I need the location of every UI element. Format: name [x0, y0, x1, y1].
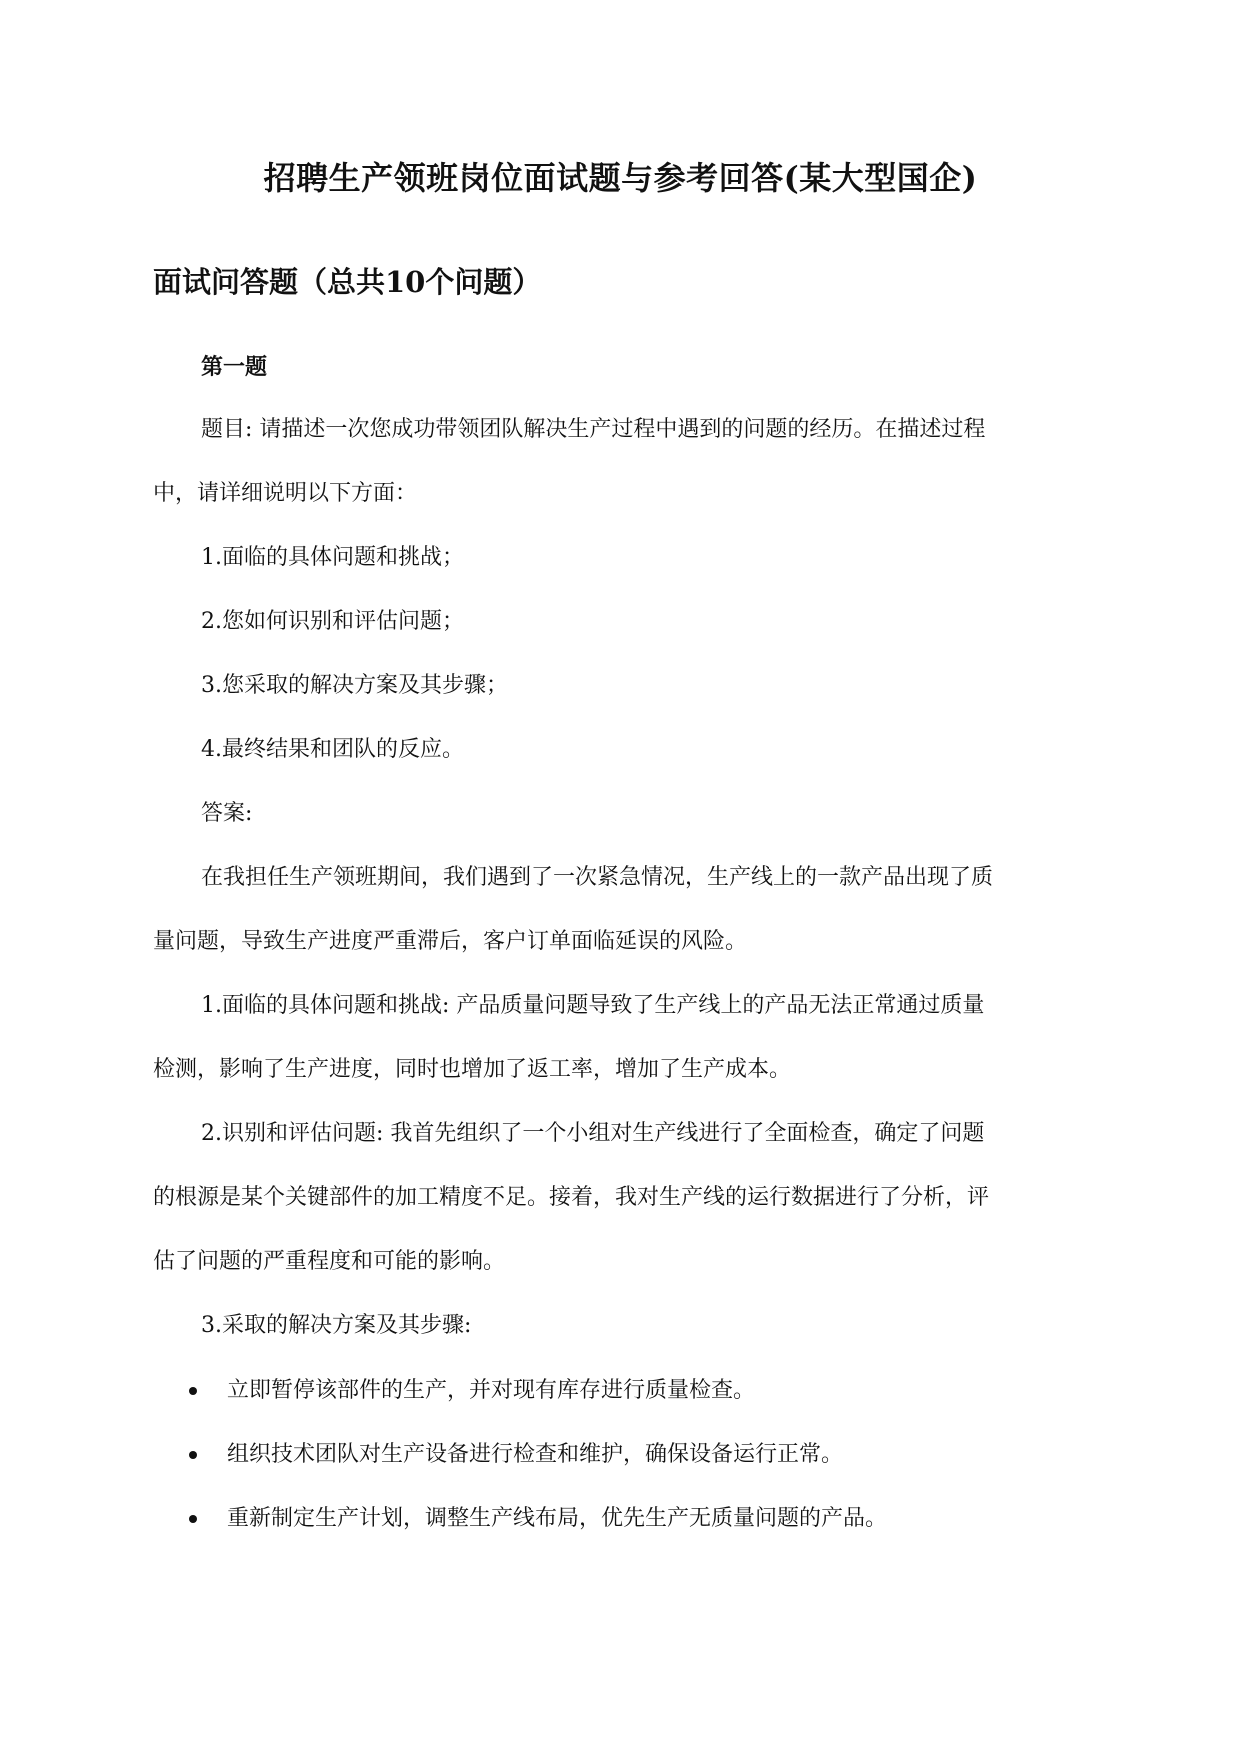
bullet-icon: [189, 1387, 197, 1395]
answer-label: 答案:: [201, 801, 253, 826]
bullet-icon: [189, 1515, 197, 1523]
answer-paragraph-line: 1.面临的具体问题和挑战: 产品质量问题导致了生产线上的产品无法正常通过质量: [201, 993, 985, 1018]
question-label: 第一题: [201, 354, 268, 380]
answer-step-label: 3.采取的解决方案及其步骤:: [201, 1313, 472, 1338]
bullet-item: 立即暂停该部件的生产，并对现有库存进行质量检查。: [227, 1378, 756, 1403]
answer-paragraph-line: 的根源是某个关键部件的加工精度不足。接着，我对生产线的运行数据进行了分析，评: [153, 1185, 990, 1210]
question-point: 3.您采取的解决方案及其步骤；: [201, 673, 508, 698]
question-prompt-line: 题目: 请描述一次您成功带领团队解决生产过程中遇到的问题的经历。在描述过程: [201, 417, 986, 442]
answer-paragraph-line: 估了问题的严重程度和可能的影响。: [153, 1249, 506, 1274]
answer-paragraph-line: 量问题，导致生产进度严重滞后，客户订单面临延误的风险。: [153, 929, 748, 954]
answer-paragraph-line: 在我担任生产领班期间，我们遇到了一次紧急情况，生产线上的一款产品出现了质: [201, 865, 994, 890]
question-point: 1.面临的具体问题和挑战；: [201, 545, 464, 570]
answer-paragraph-line: 2.识别和评估问题: 我首先组织了一个小组对生产线进行了全面检查，确定了问题: [201, 1121, 985, 1146]
question-point: 4.最终结果和团队的反应。: [201, 737, 464, 762]
question-prompt-line: 中，请详细说明以下方面：: [153, 481, 418, 506]
section-heading: 面试问答题（总共10个问题）: [153, 265, 542, 299]
bullet-icon: [189, 1451, 197, 1459]
bullet-item: 重新制定生产计划，调整生产线布局，优先生产无质量问题的产品。: [227, 1506, 888, 1531]
document-title: 招聘生产领班岗位面试题与参考回答(某大型国企): [263, 159, 978, 197]
answer-paragraph-line: 检测，影响了生产进度，同时也增加了返工率，增加了生产成本。: [153, 1057, 792, 1082]
question-point: 2.您如何识别和评估问题；: [201, 609, 464, 634]
bullet-item: 组织技术团队对生产设备进行检查和维护，确保设备运行正常。: [227, 1442, 844, 1467]
